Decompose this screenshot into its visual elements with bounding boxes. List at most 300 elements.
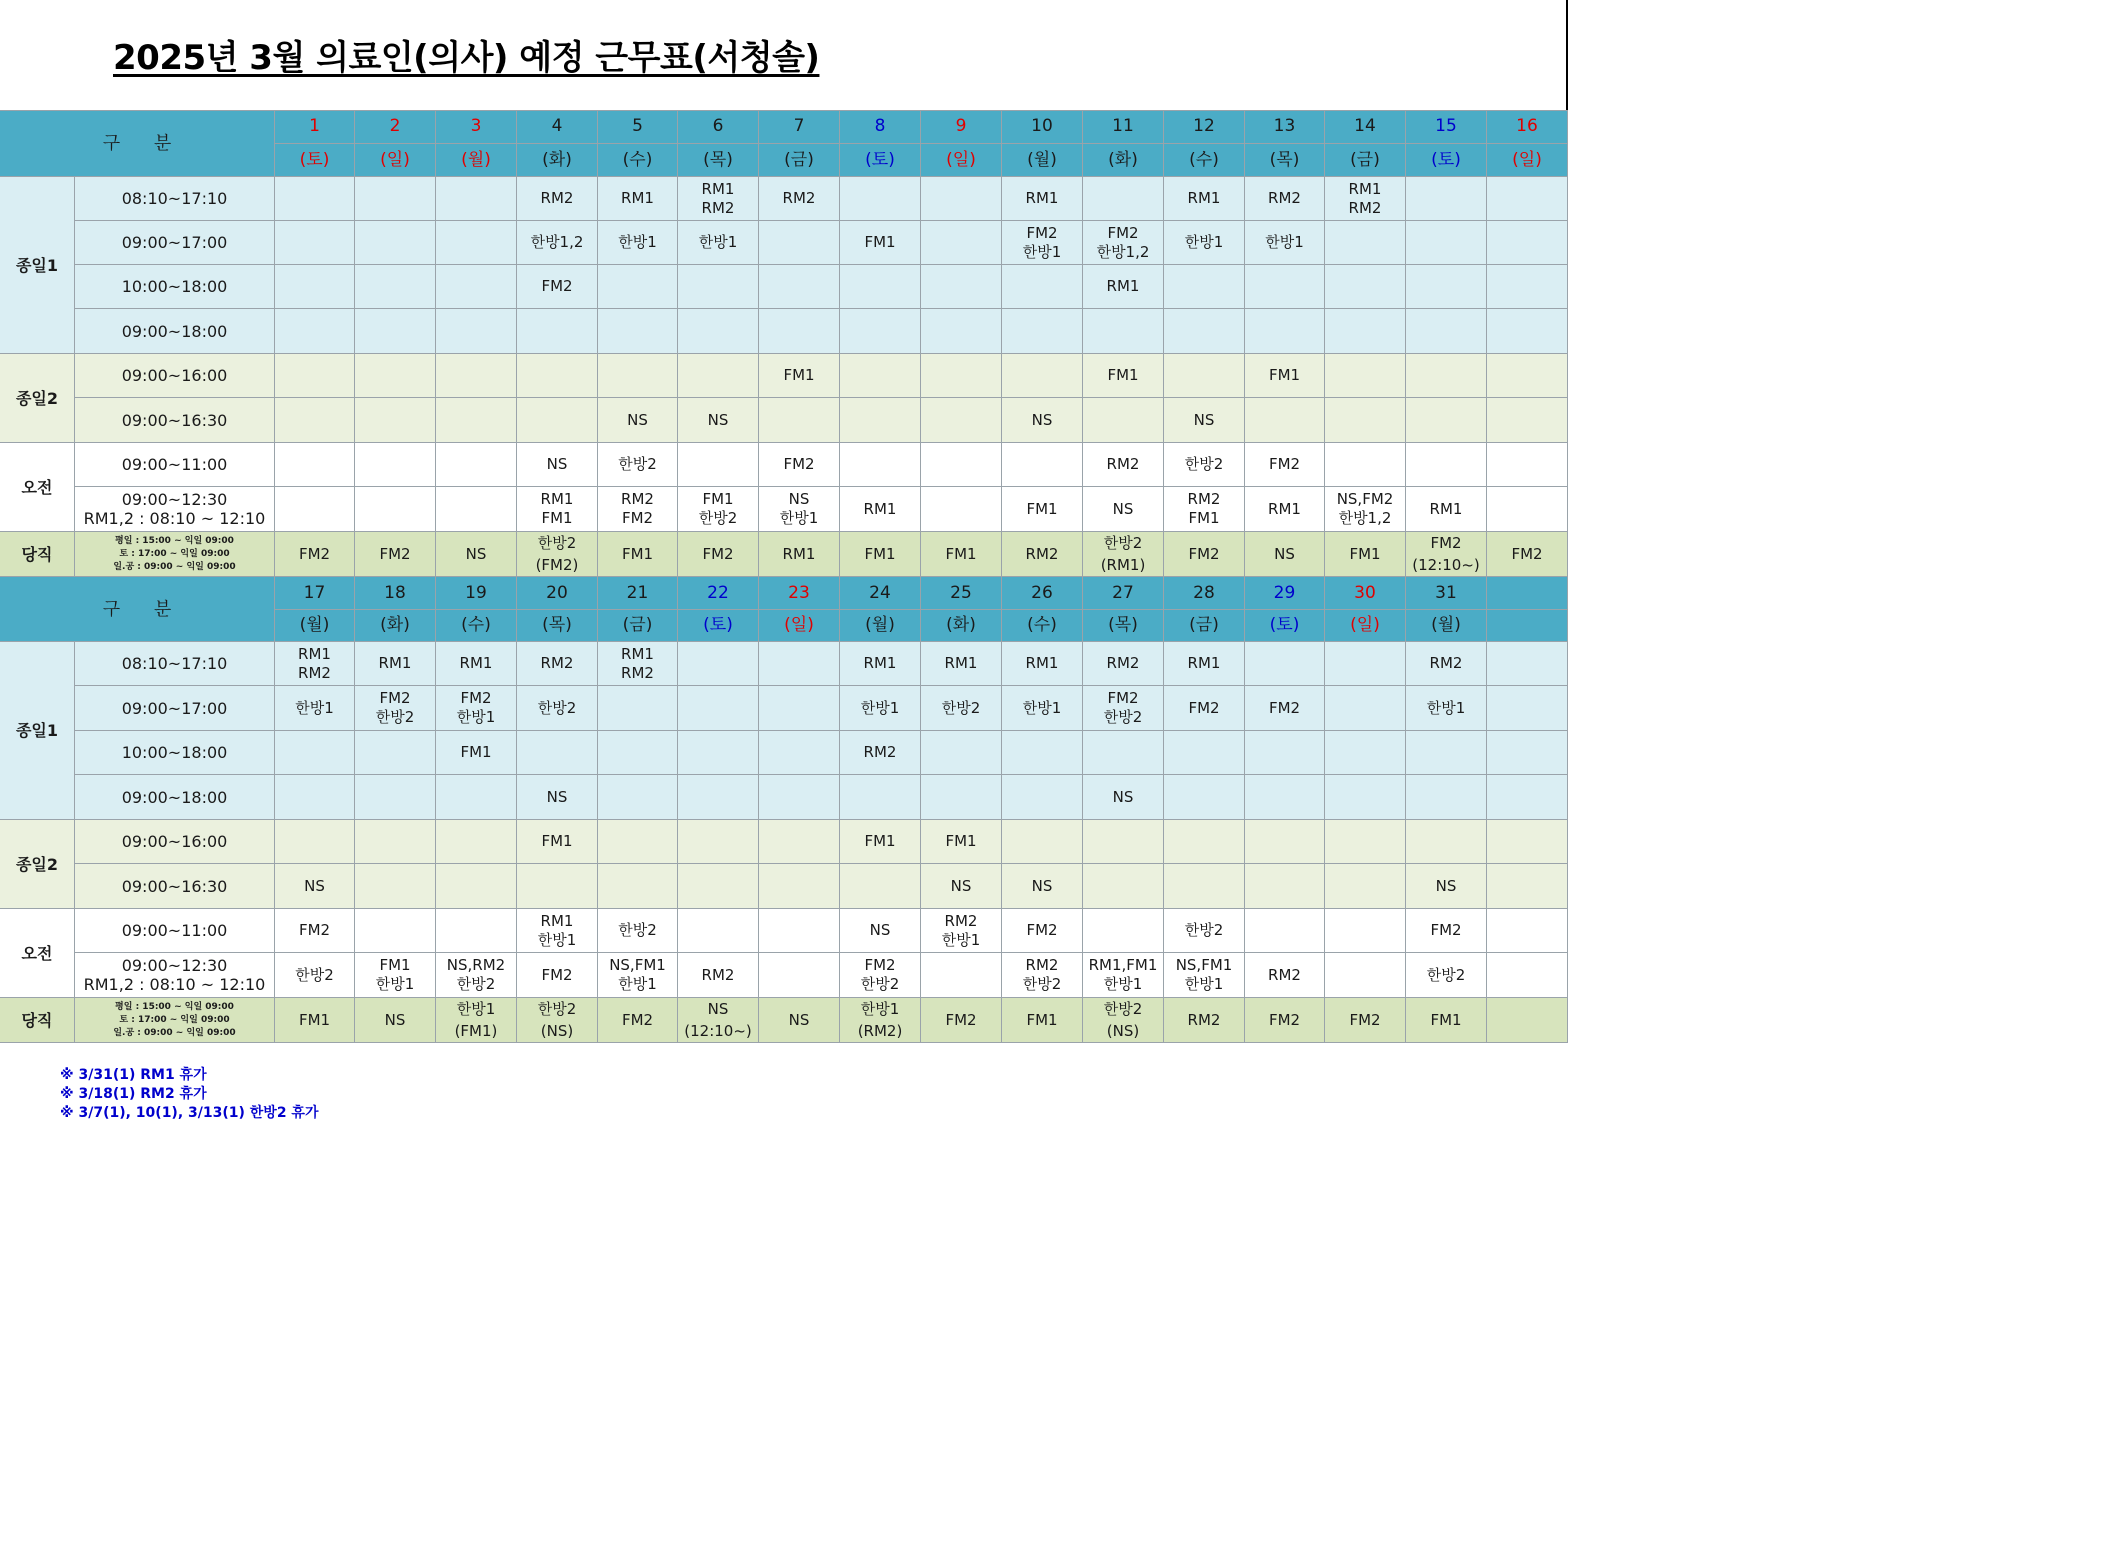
assignment-text: NS bbox=[950, 876, 972, 895]
schedule-cell bbox=[436, 398, 517, 443]
assignment-text: FM1 bbox=[541, 832, 573, 850]
time-label: 10:00~18:00 bbox=[121, 277, 228, 296]
schedule-cell bbox=[1487, 487, 1568, 532]
assignment-text: NS bbox=[304, 876, 325, 895]
schedule-cell bbox=[355, 686, 436, 731]
schedule-cell bbox=[598, 398, 678, 443]
schedule-cell bbox=[1406, 998, 1487, 1043]
weekday-cell bbox=[517, 144, 598, 177]
schedule-cell bbox=[921, 998, 1002, 1043]
weekday-cell bbox=[275, 144, 355, 177]
day-number: 1 bbox=[309, 116, 320, 136]
schedule-cell bbox=[517, 820, 598, 864]
schedule-cell bbox=[1325, 909, 1406, 953]
schedule-cell bbox=[1406, 265, 1487, 309]
time-slot bbox=[75, 686, 275, 731]
schedule-cell bbox=[355, 731, 436, 775]
note-line: ※ 3/31(1) RM1 휴가 bbox=[60, 1067, 207, 1083]
day-number: 4 bbox=[551, 116, 563, 136]
schedule-cell bbox=[517, 775, 598, 820]
schedule-cell bbox=[275, 443, 355, 487]
day-number-cell bbox=[1002, 577, 1083, 610]
schedule-cell bbox=[517, 686, 598, 731]
time-slot bbox=[75, 909, 275, 953]
time-label: 08:10~17:10 bbox=[121, 189, 228, 208]
schedule-cell bbox=[436, 686, 517, 731]
day-number: 8 bbox=[874, 116, 886, 136]
schedule-cell bbox=[436, 532, 517, 577]
day-number: 3 bbox=[470, 116, 482, 136]
weekday-label: (월) bbox=[865, 615, 895, 635]
group-jongil2 bbox=[0, 820, 75, 909]
day-number-cell bbox=[1002, 110, 1083, 144]
schedule-cell bbox=[1002, 731, 1083, 775]
day-number: 17 bbox=[303, 582, 326, 603]
schedule-cell bbox=[598, 221, 678, 265]
schedule-cell bbox=[436, 642, 517, 686]
time-label: 평일 : 15:00 ~ 익일 09:00 bbox=[115, 535, 234, 546]
schedule-cell bbox=[1083, 532, 1164, 577]
weekday-label: (일) bbox=[1512, 149, 1542, 170]
day-number-cell bbox=[275, 110, 355, 144]
assignment-text: FM1 bbox=[1430, 1010, 1462, 1029]
assignment-text: RM2 bbox=[540, 189, 574, 207]
day-number: 27 bbox=[1112, 582, 1134, 603]
schedule-cell bbox=[1406, 221, 1487, 265]
schedule-cell bbox=[1002, 642, 1083, 686]
schedule-cell bbox=[1406, 864, 1487, 909]
schedule-cell bbox=[759, 775, 840, 820]
schedule-cell bbox=[275, 354, 355, 398]
day-number: 21 bbox=[626, 582, 649, 603]
assignment-text: FM2 bbox=[1026, 223, 1058, 242]
schedule-cell bbox=[840, 354, 921, 398]
weekday-label: (월) bbox=[461, 149, 491, 170]
assignment-text: 한방2 bbox=[618, 455, 657, 473]
day-number: 29 bbox=[1273, 582, 1296, 603]
weekday-label: (목) bbox=[1108, 615, 1138, 635]
schedule-cell bbox=[1083, 686, 1164, 731]
weekday-cell bbox=[275, 610, 355, 642]
schedule-cell bbox=[275, 775, 355, 820]
schedule-cell bbox=[1245, 354, 1325, 398]
assignment-text: FM1 bbox=[1349, 544, 1381, 563]
assignment-text: 한방1,2 bbox=[530, 233, 584, 251]
weekday-label: (토) bbox=[703, 615, 733, 635]
assignment-text: 한방2 bbox=[1103, 534, 1143, 552]
schedule-cell bbox=[1325, 398, 1406, 443]
day-number-cell bbox=[1164, 577, 1245, 610]
time-label: 08:10~17:10 bbox=[121, 654, 228, 673]
schedule-cell bbox=[1245, 731, 1325, 775]
time-label: 09:00~18:00 bbox=[121, 787, 228, 807]
assignment-text: 한방2 bbox=[618, 921, 657, 939]
group-jongil1 bbox=[0, 642, 75, 820]
time-slot bbox=[75, 642, 275, 686]
schedule-cell bbox=[598, 820, 678, 864]
schedule-cell bbox=[275, 998, 355, 1043]
schedule-cell bbox=[436, 443, 517, 487]
day-number: 31 bbox=[1435, 582, 1457, 603]
schedule-cell bbox=[436, 775, 517, 820]
group-label: 종일1 bbox=[15, 255, 59, 275]
schedule-cell bbox=[598, 354, 678, 398]
schedule-cell bbox=[275, 820, 355, 864]
assignment-text: FM2 bbox=[1268, 455, 1301, 473]
schedule-cell bbox=[921, 221, 1002, 265]
assignment-text: RM1 bbox=[701, 179, 735, 198]
schedule-cell bbox=[840, 998, 921, 1043]
assignment-text: 한방2 bbox=[295, 965, 334, 984]
assignment-text: 한방1 bbox=[941, 930, 981, 949]
day-number: 25 bbox=[950, 582, 972, 603]
schedule-cell bbox=[759, 398, 840, 443]
time-label: 09:00~16:30 bbox=[121, 876, 228, 896]
schedule-cell bbox=[1406, 953, 1487, 998]
schedule-cell bbox=[921, 177, 1002, 221]
schedule-cell bbox=[678, 642, 759, 686]
schedule-cell bbox=[598, 177, 678, 221]
assignment-text: (NS) bbox=[540, 1022, 574, 1040]
weekday-cell bbox=[678, 144, 759, 177]
day-number-cell bbox=[355, 110, 436, 144]
assignment-text: NS,FM1 bbox=[1175, 956, 1233, 974]
assignment-text: RM1 bbox=[863, 654, 897, 672]
schedule-cell bbox=[1325, 998, 1406, 1043]
day-number-cell bbox=[1406, 110, 1487, 144]
day-number: 22 bbox=[707, 582, 729, 603]
assignment-text: NS bbox=[1112, 787, 1134, 806]
schedule-cell bbox=[1406, 532, 1487, 577]
schedule-cell bbox=[678, 309, 759, 354]
schedule-cell bbox=[1487, 686, 1568, 731]
weekday-cell bbox=[840, 144, 921, 177]
weekday-label: (일) bbox=[380, 149, 410, 170]
schedule-cell bbox=[759, 443, 840, 487]
schedule-cell bbox=[759, 820, 840, 864]
day-number-cell bbox=[598, 110, 678, 144]
schedule-cell bbox=[840, 731, 921, 775]
assignment-text: 한방1 bbox=[375, 975, 415, 993]
assignment-text: FM1 bbox=[1026, 499, 1058, 518]
weekday-cell bbox=[436, 144, 517, 177]
assignment-text: RM2 bbox=[621, 663, 654, 682]
time-label: 토 : 17:00 ~ 익일 09:00 bbox=[119, 548, 230, 559]
weekday-label: (수) bbox=[622, 149, 653, 170]
schedule-cell bbox=[678, 221, 759, 265]
schedule-cell bbox=[678, 820, 759, 864]
schedule-cell bbox=[1164, 354, 1245, 398]
assignment-text: FM2 bbox=[541, 965, 573, 984]
assignment-text: RM2 bbox=[944, 911, 978, 930]
assignment-text: 한방2 bbox=[1184, 455, 1224, 473]
schedule-cell bbox=[1245, 443, 1325, 487]
schedule-cell bbox=[275, 642, 355, 686]
schedule-cell bbox=[1002, 221, 1083, 265]
assignment-text: NS bbox=[707, 410, 729, 429]
schedule-cell bbox=[1002, 775, 1083, 820]
assignment-text: NS bbox=[1112, 499, 1134, 518]
assignment-text: NS bbox=[627, 410, 648, 429]
assignment-text: 한방1,2 bbox=[1338, 509, 1392, 527]
schedule-cell bbox=[598, 642, 678, 686]
weekday-cell bbox=[1325, 610, 1406, 642]
assignment-text: NS,RM2 bbox=[446, 956, 506, 974]
day-number-cell bbox=[517, 577, 598, 610]
schedule-cell bbox=[1487, 731, 1568, 775]
schedule-cell bbox=[759, 309, 840, 354]
day-number-cell bbox=[598, 577, 678, 610]
schedule-cell bbox=[517, 354, 598, 398]
assignment-text: FM2 bbox=[1188, 698, 1220, 717]
schedule-cell bbox=[1083, 998, 1164, 1043]
schedule-cell bbox=[1002, 953, 1083, 998]
schedule-cell bbox=[678, 686, 759, 731]
day-number: 20 bbox=[546, 582, 568, 603]
assignment-text: RM1 bbox=[1025, 189, 1059, 207]
weekday-label: (금) bbox=[1350, 149, 1380, 170]
assignment-text: RM2 bbox=[1429, 654, 1463, 672]
note-line: ※ 3/7(1), 10(1), 3/13(1) 한방2 휴가 bbox=[60, 1105, 319, 1121]
schedule-cell bbox=[1164, 820, 1245, 864]
schedule-cell bbox=[921, 686, 1002, 731]
schedule-cell bbox=[1325, 820, 1406, 864]
schedule-cell bbox=[1164, 443, 1245, 487]
schedule-cell bbox=[275, 177, 355, 221]
time-label: 일.공 : 09:00 ~ 익일 09:00 bbox=[113, 1027, 236, 1038]
schedule-cell bbox=[275, 487, 355, 532]
schedule-cell bbox=[517, 864, 598, 909]
time-slot bbox=[75, 443, 275, 487]
assignment-text: 한방1 bbox=[860, 698, 900, 717]
assignment-text: (RM1) bbox=[1100, 556, 1146, 574]
assignment-text: RM1 bbox=[540, 911, 574, 930]
weekday-label: (월) bbox=[1027, 149, 1057, 170]
schedule-cell bbox=[517, 998, 598, 1043]
assignment-text: RM1 bbox=[298, 644, 331, 663]
group-ojeon bbox=[0, 909, 75, 998]
day-number: 15 bbox=[1435, 116, 1457, 136]
schedule-cell bbox=[355, 487, 436, 532]
assignment-text: RM1 bbox=[1348, 179, 1382, 198]
assignment-text: FM1 bbox=[864, 832, 896, 850]
schedule-cell bbox=[275, 309, 355, 354]
schedule-cell bbox=[598, 953, 678, 998]
assignment-text: NS bbox=[1274, 544, 1295, 563]
day-number: 9 bbox=[955, 116, 967, 136]
assignment-text: FM1 bbox=[864, 544, 896, 563]
schedule-cell bbox=[355, 177, 436, 221]
assignment-text: RM1 bbox=[944, 654, 978, 672]
time-label: 09:00~16:00 bbox=[121, 832, 228, 851]
day-number-cell bbox=[678, 577, 759, 610]
assignment-text: 한방2 bbox=[698, 509, 738, 527]
schedule-cell bbox=[355, 998, 436, 1043]
weekday-cell bbox=[1083, 144, 1164, 177]
assignment-text: NS bbox=[1031, 876, 1053, 895]
weekday-label: (금) bbox=[1189, 615, 1219, 635]
time-label: 09:00~17:00 bbox=[121, 233, 228, 252]
schedule-cell bbox=[1002, 686, 1083, 731]
assignment-text: NS bbox=[788, 490, 810, 508]
schedule-cell bbox=[921, 864, 1002, 909]
assignment-text: FM1 bbox=[621, 544, 654, 563]
schedule-cell bbox=[598, 532, 678, 577]
schedule-cell bbox=[436, 998, 517, 1043]
day-number: 13 bbox=[1273, 116, 1296, 136]
schedule-cell bbox=[678, 864, 759, 909]
assignment-text: FM1 bbox=[298, 1010, 331, 1029]
schedule-cell bbox=[840, 177, 921, 221]
schedule-cell bbox=[840, 532, 921, 577]
assignment-text: 한방1 bbox=[618, 975, 657, 993]
assignment-text: FM1 bbox=[702, 490, 734, 508]
schedule-cell bbox=[1406, 354, 1487, 398]
schedule-cell bbox=[1002, 864, 1083, 909]
assignment-text: NS bbox=[546, 455, 568, 473]
schedule-cell bbox=[678, 909, 759, 953]
schedule-cell bbox=[921, 909, 1002, 953]
schedule-cell bbox=[436, 731, 517, 775]
schedule-cell bbox=[1002, 909, 1083, 953]
assignment-text: FM2 bbox=[945, 1010, 977, 1029]
schedule-cell bbox=[1164, 487, 1245, 532]
group-jongil1 bbox=[0, 177, 75, 354]
day-number: 2 bbox=[389, 116, 401, 136]
schedule-cell bbox=[1164, 909, 1245, 953]
schedule-cell bbox=[1406, 909, 1487, 953]
time-label: 평일 : 15:00 ~ 익일 09:00 bbox=[115, 1001, 234, 1012]
schedule-cell bbox=[598, 998, 678, 1043]
assignment-text: RM2 bbox=[1187, 1010, 1221, 1029]
assignment-text: RM1,FM1 bbox=[1088, 956, 1158, 974]
time-slot bbox=[75, 532, 275, 577]
assignment-text: NS bbox=[465, 544, 487, 563]
schedule-cell bbox=[275, 864, 355, 909]
assignment-text: FM1 bbox=[541, 509, 573, 527]
schedule-cell bbox=[840, 443, 921, 487]
weekday-label: (화) bbox=[946, 615, 976, 635]
schedule-cell bbox=[921, 309, 1002, 354]
day-number: 30 bbox=[1354, 582, 1376, 603]
schedule-cell bbox=[275, 953, 355, 998]
day-number: 28 bbox=[1193, 582, 1215, 603]
schedule-cell bbox=[1083, 177, 1164, 221]
weekday-label: (월) bbox=[299, 615, 330, 635]
schedule-cell bbox=[1406, 642, 1487, 686]
weekday-label: (토) bbox=[1431, 149, 1461, 170]
schedule-cell bbox=[1245, 642, 1325, 686]
assignment-text: 한방1 bbox=[860, 1000, 900, 1018]
weekday-cell bbox=[759, 144, 840, 177]
schedule-cell bbox=[275, 686, 355, 731]
weekday-label: (수) bbox=[461, 615, 491, 635]
schedule-cell bbox=[759, 731, 840, 775]
weekday-label: (수) bbox=[1027, 615, 1057, 635]
assignment-text: RM2 bbox=[621, 490, 654, 508]
schedule-cell bbox=[1083, 642, 1164, 686]
schedule-cell bbox=[1002, 443, 1083, 487]
schedule-cell bbox=[598, 731, 678, 775]
schedule-cell bbox=[598, 487, 678, 532]
schedule-cell bbox=[1164, 642, 1245, 686]
group-label: 종일2 bbox=[15, 854, 59, 874]
schedule-cell bbox=[678, 775, 759, 820]
assignment-text: 한방2 bbox=[456, 975, 496, 993]
weekday-cell bbox=[1245, 610, 1325, 642]
schedule-cell bbox=[759, 686, 840, 731]
day-number-cell bbox=[921, 110, 1002, 144]
assignment-text: 한방2 bbox=[537, 698, 577, 717]
assignment-text: NS,FM2 bbox=[1336, 490, 1394, 508]
schedule-cell bbox=[1083, 864, 1164, 909]
assignment-text: 한방1 bbox=[698, 233, 738, 251]
time-slot bbox=[75, 309, 275, 354]
schedule-cell bbox=[598, 309, 678, 354]
schedule-cell bbox=[1164, 864, 1245, 909]
schedule-cell bbox=[921, 354, 1002, 398]
day-number-cell bbox=[517, 110, 598, 144]
schedule-cell bbox=[436, 487, 517, 532]
schedule-cell bbox=[921, 820, 1002, 864]
weekday-cell bbox=[1487, 610, 1568, 642]
schedule-cell bbox=[921, 398, 1002, 443]
assignment-text: FM2 bbox=[702, 544, 734, 563]
day-number-cell bbox=[1164, 110, 1245, 144]
schedule-cell bbox=[1164, 177, 1245, 221]
day-number: 11 bbox=[1112, 116, 1134, 136]
time-slot bbox=[75, 487, 275, 532]
assignment-text: FM2 bbox=[460, 689, 492, 707]
schedule-cell bbox=[275, 532, 355, 577]
time-label: 일.공 : 09:00 ~ 익일 09:00 bbox=[113, 561, 236, 572]
schedule-cell bbox=[1083, 731, 1164, 775]
weekday-label: (금) bbox=[622, 615, 653, 635]
schedule-cell bbox=[1083, 820, 1164, 864]
assignment-text: RM2 bbox=[863, 743, 897, 761]
assignment-text: 한방2 bbox=[537, 1000, 577, 1018]
schedule-cell bbox=[678, 998, 759, 1043]
schedule-cell bbox=[355, 221, 436, 265]
schedule-cell bbox=[355, 443, 436, 487]
weekday-label: (금) bbox=[784, 149, 814, 170]
assignment-text: NS bbox=[1435, 876, 1457, 895]
assignment-text: (NS) bbox=[1106, 1022, 1140, 1040]
schedule-cell bbox=[598, 686, 678, 731]
schedule-cell bbox=[436, 221, 517, 265]
schedule-cell bbox=[1325, 532, 1406, 577]
day-number: 18 bbox=[384, 582, 406, 603]
schedule-cell bbox=[1325, 487, 1406, 532]
schedule-cell bbox=[759, 642, 840, 686]
schedule-cell bbox=[436, 953, 517, 998]
assignment-text: RM2 bbox=[298, 663, 331, 682]
time-label: RM1,2 : 08:10 ~ 12:10 bbox=[83, 975, 266, 994]
schedule-cell bbox=[1325, 686, 1406, 731]
weekday-cell bbox=[436, 610, 517, 642]
assignment-text: NS bbox=[788, 1010, 810, 1029]
assignment-text: FM1 bbox=[783, 366, 815, 384]
schedule-cell bbox=[517, 177, 598, 221]
schedule-cell bbox=[1487, 443, 1568, 487]
schedule-cell bbox=[1083, 909, 1164, 953]
schedule-cell bbox=[355, 265, 436, 309]
assignment-text: RM1 bbox=[621, 189, 654, 207]
schedule-cell bbox=[759, 864, 840, 909]
schedule-cell bbox=[517, 909, 598, 953]
time-slot bbox=[75, 398, 275, 443]
day-number-cell bbox=[1487, 577, 1568, 610]
